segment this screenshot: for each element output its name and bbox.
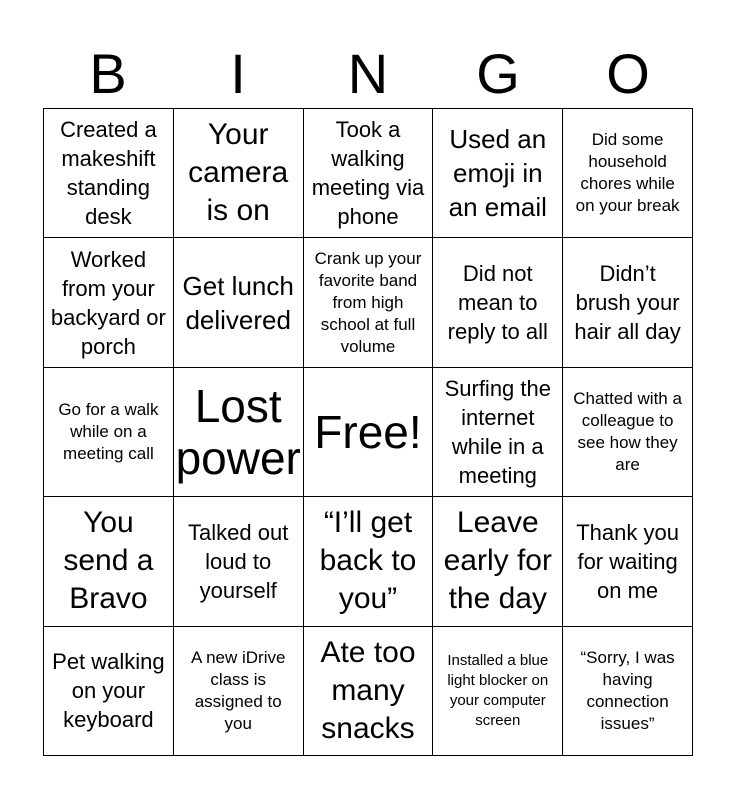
header-letter-b: B [89, 42, 127, 105]
cell-text: Your camera is on [188, 118, 289, 228]
header-letter-i: I [230, 42, 246, 105]
cell-text: Did some household chores while on your break [575, 130, 680, 216]
bingo-cell-r3-c5[interactable] [563, 368, 693, 497]
free-space-text: Free! [314, 405, 422, 458]
bingo-header [43, 44, 693, 104]
cell-text: Ate too many snacks [320, 635, 416, 745]
bingo-cell-r4-c5[interactable] [563, 497, 693, 626]
header-letter-n: N [347, 42, 389, 105]
bingo-cell-free[interactable] [304, 368, 434, 497]
bingo-cell-r4-c4[interactable] [433, 497, 563, 626]
bingo-cell-r2-c1[interactable] [44, 238, 174, 367]
cell-text: Pet walking on your keyboard [52, 649, 165, 733]
bingo-cell-r3-c4[interactable] [433, 368, 563, 497]
bingo-cell-r2-c4[interactable] [433, 238, 563, 367]
bingo-cell-r5-c1[interactable] [44, 627, 174, 756]
cell-text: Created a makeshift standing desk [60, 117, 157, 230]
cell-text: Didn’t brush your hair all day [574, 261, 681, 345]
bingo-cell-r1-c3[interactable] [304, 109, 434, 238]
bingo-cell-r4-c3[interactable] [304, 497, 434, 626]
cell-text: Get lunch delivered [182, 270, 294, 335]
bingo-cell-r1-c5[interactable] [563, 109, 693, 238]
bingo-cell-r1-c1[interactable] [44, 109, 174, 238]
bingo-cell-r3-c1[interactable] [44, 368, 174, 497]
bingo-cell-r5-c2[interactable] [174, 627, 304, 756]
cell-text: Did not mean to reply to all [447, 261, 548, 345]
bingo-cell-r5-c4[interactable] [433, 627, 563, 756]
bingo-cell-r3-c2[interactable] [174, 368, 304, 497]
cell-text: Worked from your backyard or porch [50, 246, 166, 359]
cell-text: Used an emoji in an email [448, 124, 547, 223]
cell-text: Leave early for the day [443, 506, 552, 616]
cell-text: Chatted with a colleague to see how they are [573, 388, 682, 474]
cell-text: Thank you for waiting on me [576, 519, 679, 603]
bingo-cell-r2-c5[interactable] [563, 238, 693, 367]
cell-text: Surfing the internet while in a meeting [444, 375, 551, 488]
bingo-cell-r4-c1[interactable] [44, 497, 174, 626]
cell-text: A new iDrive class is assigned to you [190, 647, 286, 733]
bingo-cell-r4-c2[interactable] [174, 497, 304, 626]
cell-text: Lost power [175, 379, 301, 484]
cell-text: “I’ll get back to you” [319, 506, 417, 616]
cell-text: Crank up your favorite band from high school at full volume [314, 248, 422, 356]
cell-text: “Sorry, I was having connection issues” [580, 647, 675, 733]
cell-text: Go for a walk while on a meeting call [58, 399, 159, 463]
header-letter-o: O [606, 42, 650, 105]
header-letter-g: G [476, 42, 520, 105]
cell-text: Talked out loud to yourself [188, 519, 289, 603]
bingo-cell-r2-c2[interactable] [174, 238, 304, 367]
cell-text: Installed a blue light blocker on your computer screen [447, 651, 549, 729]
bingo-card-grid [43, 108, 693, 756]
cell-text: Took a walking meeting via phone [311, 117, 425, 230]
bingo-cell-r5-c5[interactable] [563, 627, 693, 756]
bingo-cell-r5-c3[interactable] [304, 627, 434, 756]
bingo-cell-r2-c3[interactable] [304, 238, 434, 367]
bingo-cell-r1-c2[interactable] [174, 109, 304, 238]
cell-text: You send a Bravo [63, 506, 154, 616]
bingo-cell-r1-c4[interactable] [433, 109, 563, 238]
